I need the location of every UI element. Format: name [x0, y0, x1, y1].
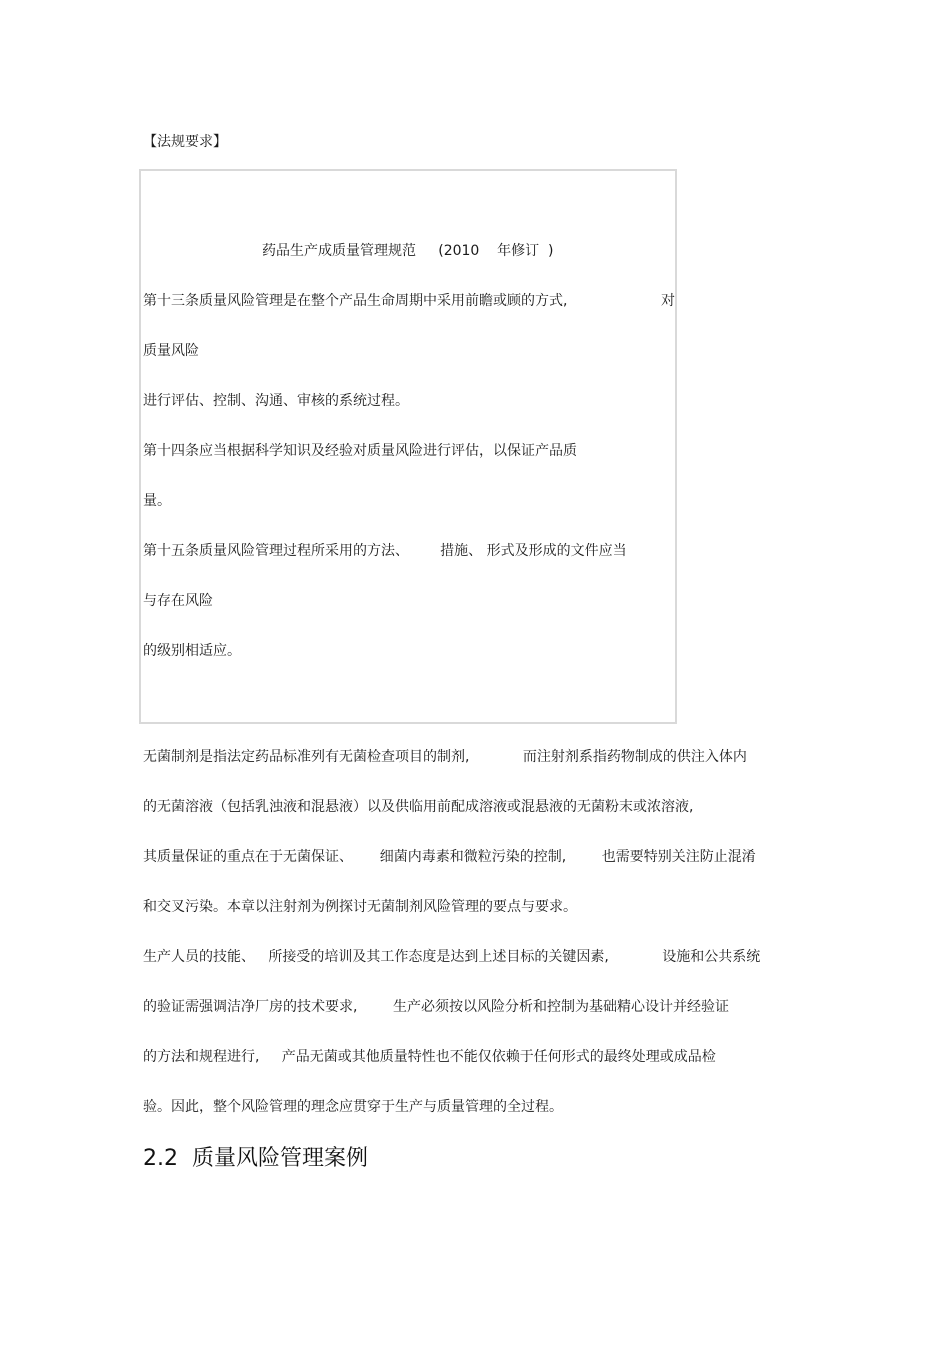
section-label: 【法规要求】 — [143, 134, 227, 150]
body-line: 的无菌溶液（包括乳浊液和混悬液）以及供临用前配成溶液或混悬液的无菌粉末或浓溶液, — [143, 799, 694, 815]
regulation-line: 第十三条质量风险管理是在整个产品生命周期中采用前瞻或顾的方式, — [143, 293, 568, 309]
regulation-line: 与存在风险 — [143, 593, 213, 609]
regulation-line: 量。 — [143, 493, 171, 509]
regulation-line: 第十四条应当根据科学知识及经验对质量风险进行评估，以保证产品质 — [143, 443, 577, 459]
body-line: 生产人员的技能、 所接受的培训及其工作态度是达到上述目标的关键因素, 设施和公共系统 — [143, 949, 761, 965]
regulation-line: 质量风险 — [143, 343, 199, 359]
body-line: 其质量保证的重点在于无菌保证、 细菌内毒素和微粒污染的控制, 也需要特别关注防止混淆 — [143, 849, 756, 865]
body-line: 无菌制剂是指法定药品标准列有无菌检查项目的制剂, 而注射剂系指药物制成的供注入体内 — [143, 749, 747, 765]
section-heading: 2.2 质量风险管理案例 — [143, 1146, 368, 1171]
regulation-line-right-word: 对 — [661, 293, 675, 309]
regulation-line: 进行评估、控制、沟通、审核的系统过程。 — [143, 393, 409, 409]
body-line: 的验证需强调洁净厂房的技术要求, 生产必须按以风险分析和控制为基础精心设计并经验证 — [143, 999, 730, 1015]
body-line: 验。因此，整个风险管理的理念应贯穿于生产与质量管理的全过程。 — [143, 1099, 563, 1115]
body-line: 和交叉污染。本章以注射剂为例探讨无菌制剂风险管理的要点与要求。 — [143, 899, 577, 915]
body-line: 的方法和规程进行, 产品无菌或其他质量特性也不能仅依赖于任何形式的最终处理或成品检 — [143, 1049, 716, 1065]
regulation-line: 的级别相适应。 — [143, 643, 241, 659]
regulation-title: 药品生产成质量管理规范 (2010 年修订 ) — [262, 243, 554, 259]
regulation-line: 第十五条质量风险管理过程所采用的方法、 措施、 形式及形成的文件应当 — [143, 543, 627, 559]
